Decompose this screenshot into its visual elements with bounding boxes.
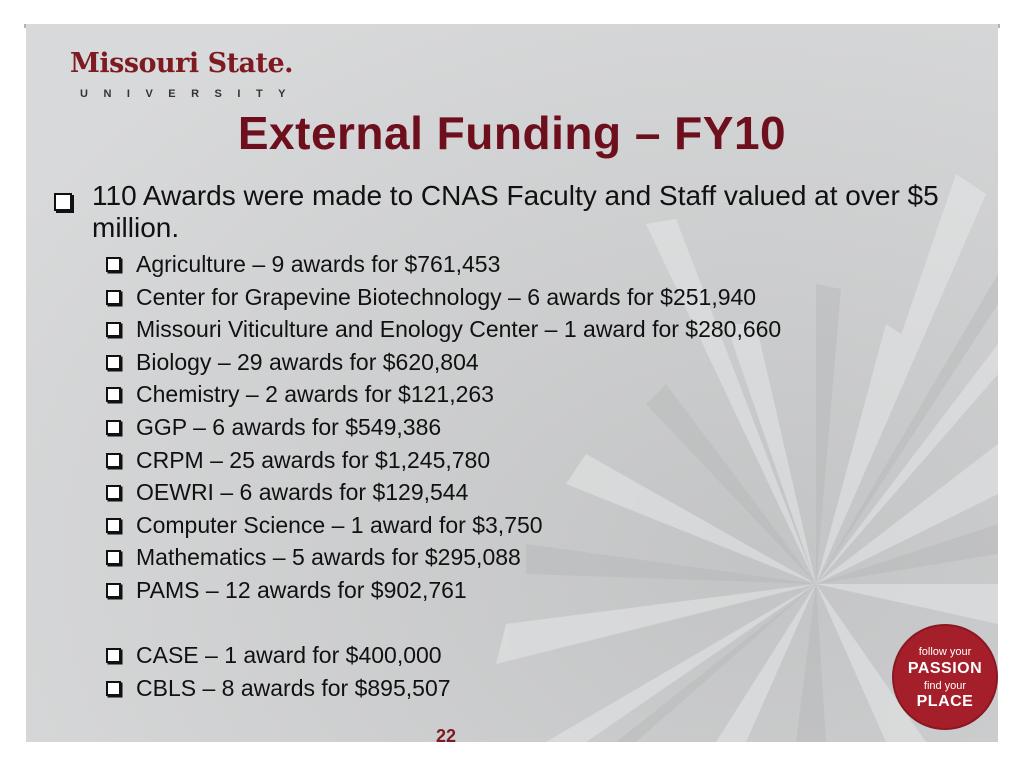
list-item-label: Chemistry – 2 awards for $121,263 — [136, 381, 494, 408]
checkbox-icon — [106, 518, 121, 533]
checkbox-icon — [106, 453, 121, 468]
checkbox-icon — [106, 257, 121, 272]
list-item-label: PAMS – 12 awards for $902,761 — [136, 576, 467, 603]
list-item-label: Center for Grapevine Biotechnology – 6 awards for $251,940 — [136, 283, 757, 310]
badge-line-4: PLACE — [916, 693, 974, 710]
list-item — [106, 283, 966, 316]
main-bullet — [54, 180, 974, 244]
list-item-label: OEWRI – 6 awards for $129,544 — [136, 479, 469, 506]
list-item — [106, 250, 966, 283]
logo-subtitle: UNIVERSITY — [80, 88, 302, 100]
checkbox-icon — [106, 648, 121, 663]
page-number: 22 — [436, 726, 457, 742]
list-item — [106, 576, 966, 609]
checkbox-icon — [106, 583, 121, 598]
slide — [26, 24, 998, 742]
list-item-label: CRPM – 25 awards for $1,245,780 — [136, 446, 491, 473]
list-item-label: Agriculture – 9 awards for $761,453 — [136, 251, 501, 277]
checkbox-icon — [106, 387, 121, 402]
checkbox-icon — [106, 681, 121, 696]
list-item-label: Computer Science – 1 award for $3,750 — [136, 511, 543, 538]
checkbox-icon — [106, 550, 121, 565]
logo-wordmark: Missouri State. — [70, 48, 294, 79]
checkbox-icon — [106, 290, 121, 305]
list-item-label: CASE – 1 award for $400,000 — [136, 642, 442, 669]
slide-title: External Funding – FY10 — [237, 107, 787, 159]
list-item — [106, 413, 966, 446]
list-item — [106, 511, 966, 544]
checkbox-icon — [106, 322, 121, 337]
list-item — [106, 380, 966, 413]
list-item-label: GGP – 6 awards for $549,386 — [136, 413, 442, 440]
passion-place-badge — [894, 626, 996, 728]
list-item-label: CBLS – 8 awards for $895,507 — [136, 674, 451, 701]
list-item-label: Mathematics – 5 awards for $295,088 — [136, 544, 521, 571]
list-item-label: Missouri Viticulture and Enology Center – 1 award for $280,660 — [136, 316, 782, 343]
list-item — [106, 348, 966, 381]
checkbox-icon — [106, 485, 121, 500]
list-item — [106, 674, 966, 707]
list-item — [106, 543, 966, 576]
main-bullet-text: 110 Awards were made to CNAS Faculty and Staff valued at over $5 million. — [92, 180, 939, 243]
list-item-label: Biology – 29 awards for $620,804 — [136, 348, 479, 375]
list-spacer — [106, 609, 966, 642]
funding-list — [106, 250, 966, 706]
list-item — [106, 478, 966, 511]
list-item — [106, 446, 966, 479]
list-item — [106, 315, 966, 348]
badge-line-3: find your — [923, 680, 967, 692]
badge-line-2: PASSION — [907, 660, 983, 677]
list-item — [106, 641, 966, 674]
checkbox-icon — [106, 420, 121, 435]
checkbox-icon — [54, 186, 72, 218]
checkbox-icon — [106, 355, 121, 370]
badge-line-1: follow your — [918, 646, 972, 658]
